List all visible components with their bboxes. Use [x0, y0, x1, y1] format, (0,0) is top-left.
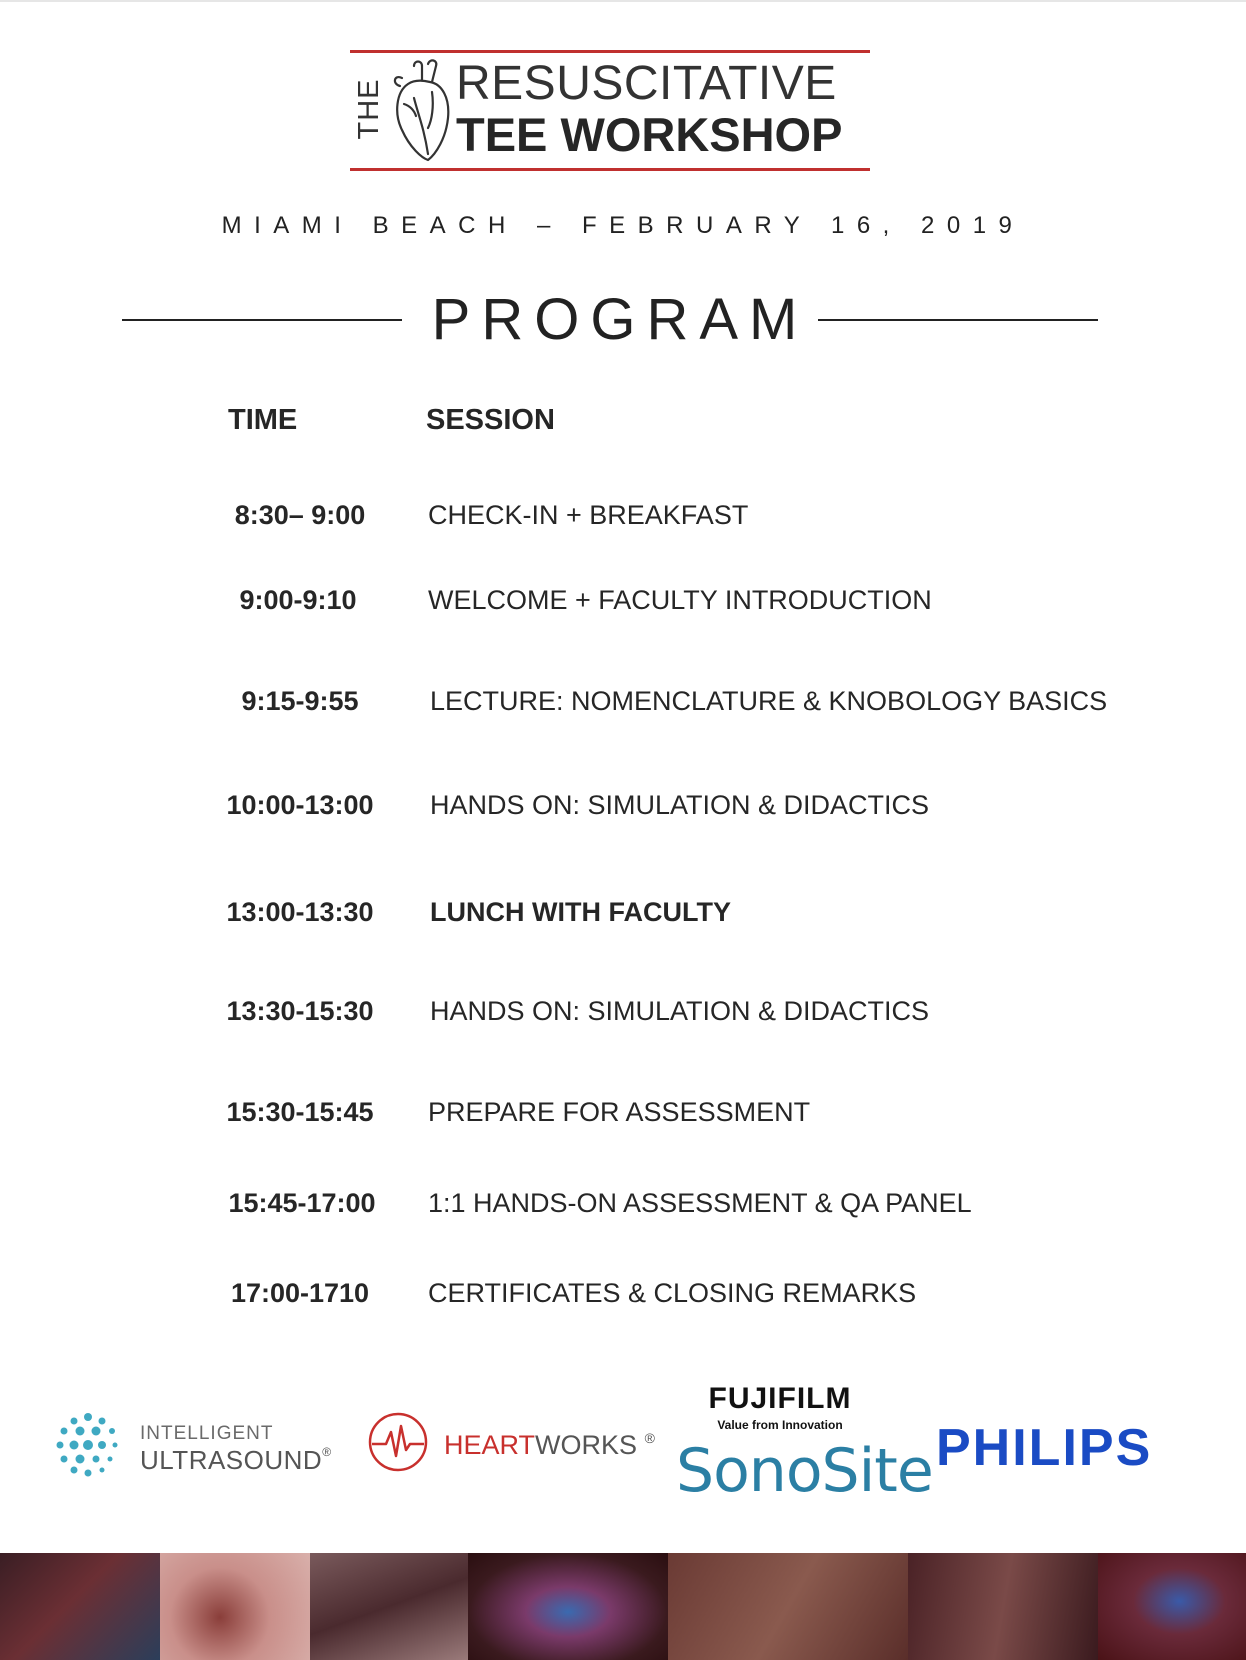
row-time: 15:45-17:00 — [228, 1188, 376, 1218]
row-time: 8:30– 9:00 — [234, 500, 366, 530]
schedule-row — [0, 500, 1246, 540]
schedule-row — [0, 897, 1246, 937]
iu-line-2: ULTRASOUND® — [140, 1445, 332, 1475]
row-time: 13:30-15:30 — [226, 996, 374, 1026]
row-session: LUNCH WITH FACULTY — [430, 897, 731, 927]
row-time: 13:00-13:30 — [226, 897, 374, 927]
logo-the: THE — [353, 78, 385, 140]
row-session: 1:1 HANDS-ON ASSESSMENT & QA PANEL — [428, 1188, 972, 1218]
fujifilm-tagline: Value from Innovation — [717, 1418, 843, 1432]
schedule-row — [0, 686, 1246, 726]
program-title: PROGRAM — [431, 287, 809, 352]
photo-attendees-image — [908, 1553, 1098, 1660]
logo-bottom-rule — [350, 168, 870, 171]
event-location-date: MIAMI BEACH – FEBRUARY 16, 2019 — [221, 212, 1025, 239]
row-session: HANDS ON: SIMULATION & DIDACTICS — [430, 790, 930, 820]
schedule-row — [0, 1188, 1246, 1228]
heartbeat-icon — [366, 1410, 430, 1474]
fujifilm-logo — [690, 1382, 870, 1432]
row-session: HANDS ON: SIMULATION & DIDACTICS — [430, 996, 930, 1026]
row-time: 9:15-9:55 — [241, 686, 359, 716]
row-session: PREPARE FOR ASSESSMENT — [428, 1097, 811, 1127]
photo-echo-image — [1098, 1553, 1246, 1660]
row-time: 10:00-13:00 — [226, 790, 374, 820]
program-rule-right — [818, 319, 1098, 321]
row-time: 17:00-1710 — [230, 1278, 370, 1308]
photo-echo-doppler-image — [468, 1553, 668, 1660]
philips-logo: PHILIPS — [936, 1419, 1153, 1477]
top-border — [0, 0, 1246, 2]
fujifilm-wordmark: FUJIFILM — [708, 1382, 852, 1415]
row-session: CERTIFICATES & CLOSING REMARKS — [428, 1278, 917, 1308]
heart-icon — [388, 58, 456, 164]
logo-line-1: RESUSCITATIVE — [456, 57, 837, 110]
session-column-header: SESSION — [426, 404, 555, 436]
schedule-row — [0, 996, 1246, 1036]
photo-heart-model-image — [160, 1553, 310, 1660]
row-time: 9:00-9:10 — [239, 585, 357, 615]
iu-line-1: INTELLIGENT — [140, 1423, 274, 1444]
schedule-row — [0, 790, 1246, 830]
logo-line-2: TEE WORKSHOP — [456, 108, 843, 161]
photo-clinician-image — [0, 1553, 160, 1660]
dot-sphere-icon — [52, 1409, 124, 1481]
heartworks-logo — [366, 1410, 656, 1480]
intelligent-ultrasound-logo — [52, 1405, 342, 1485]
logo-top-rule — [350, 50, 870, 53]
photo-workshop-room-image — [668, 1553, 908, 1660]
row-session: CHECK-IN + BREAKFAST — [428, 500, 749, 530]
schedule-row — [0, 1097, 1246, 1137]
sonosite-logo: SonoSite — [676, 1436, 933, 1506]
row-session: LECTURE: NOMENCLATURE & KNOBOLOGY BASICS — [430, 686, 1108, 716]
program-rule-left — [122, 319, 402, 321]
schedule-row — [0, 585, 1246, 625]
workshop-logo — [350, 50, 870, 172]
schedule-row — [0, 1278, 1246, 1318]
footer-photo-strip — [0, 1553, 1246, 1660]
photo-doctor-image — [310, 1553, 468, 1660]
row-session: WELCOME + FACULTY INTRODUCTION — [428, 585, 932, 615]
heartworks-wordmark: HEARTWORKS ® — [444, 1430, 655, 1460]
row-time: 15:30-15:45 — [226, 1097, 374, 1127]
time-column-header: TIME — [228, 404, 298, 436]
